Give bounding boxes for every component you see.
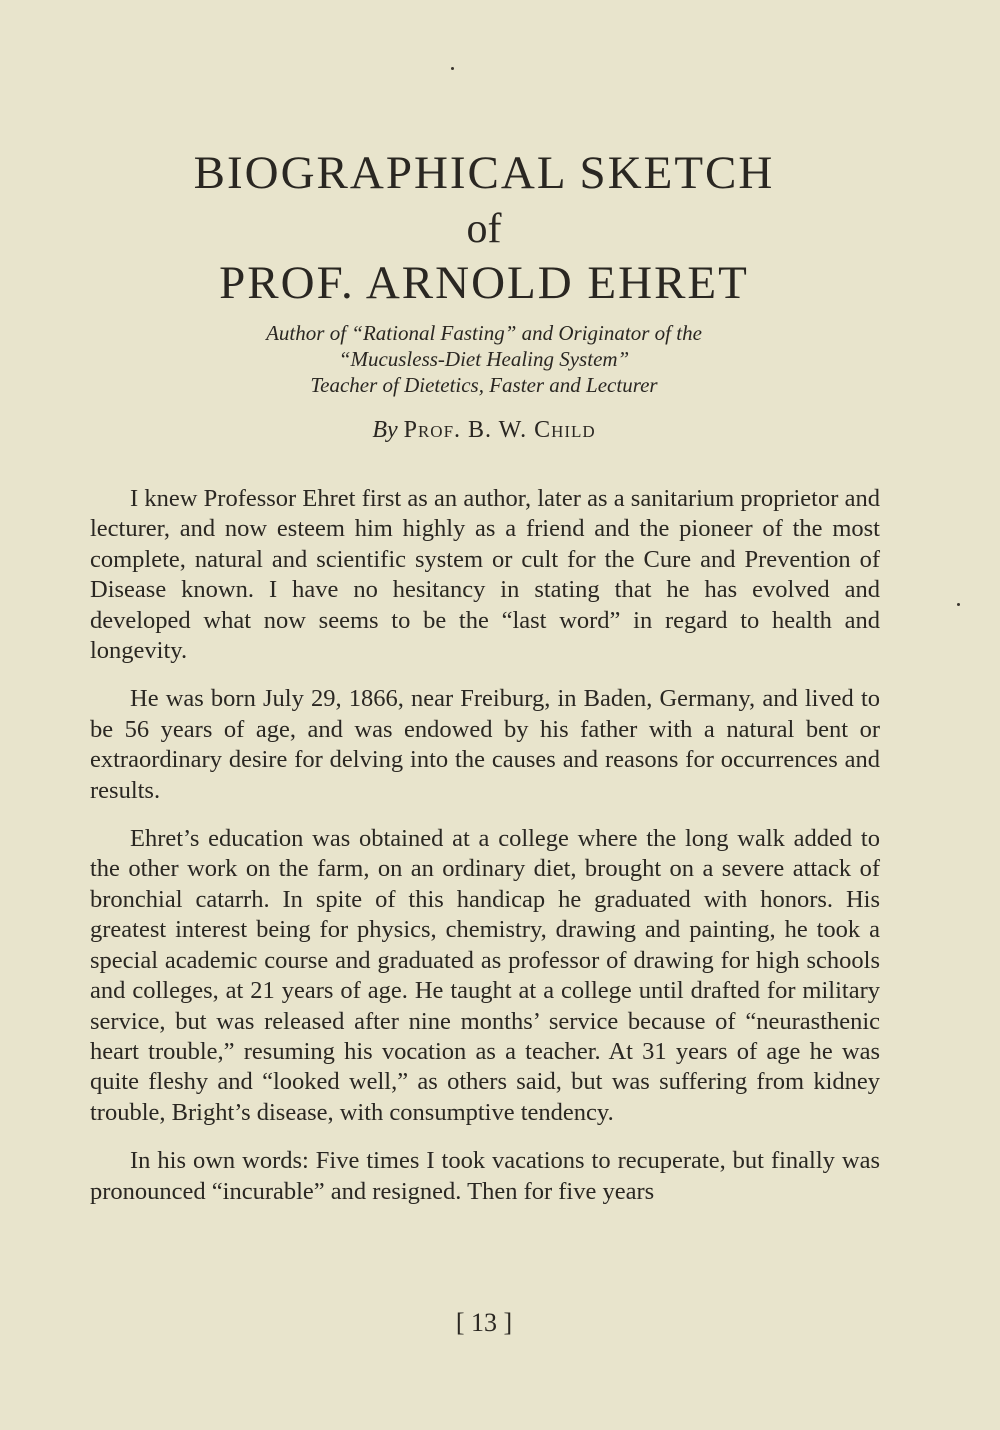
page-number: [ 13 ]	[455, 1308, 513, 1337]
print-speck	[957, 603, 960, 606]
paragraph: Ehret’s education was obtained at a college where the long walk added to the other work on the farm, on an ordinary diet, brought on a severe attack of bronchial catarrh. In spite of this handicap he graduated with honors. His greatest interest being for physics, chemistry, drawing and painting, he took a special academic course and graduated as professor of drawing for high schools and colleges, at 21 years of age. He taught at a college until drafted for military service, but was released after nine months’ service because of “neurasthenic heart trouble,” resuming his vocation as a teacher. At 31 years of age he was quite fleshy and “looked well,” as others said, but was suffering from kidney trouble, Bright’s disease, with consumptive tendency.	[90, 825, 880, 1126]
page-title-line-2: of	[466, 206, 502, 252]
byline-author: Prof. B. W. Child	[403, 417, 596, 443]
subtitle-line-3: Teacher of Dietetics, Faster and Lecturer	[310, 373, 658, 397]
paragraph: In his own words: Five times I took vacations to recuperate, but finally was pronounced “incurable” and resigned. Then for five years	[90, 1147, 880, 1205]
byline-by: By	[372, 417, 398, 443]
subtitle-line-1: Author of “Rational Fasting” and Originator of the	[266, 321, 702, 345]
page-title-line-3: PROF. ARNOLD EHRET	[219, 257, 749, 309]
paragraph: He was born July 29, 1866, near Freiburg, in Baden, Germany, and lived to be 56 years of age, and was endowed by his father with a natural bent or extraordinary desire for delving into the causes and reasons for occurrences and results.	[90, 685, 880, 804]
print-speck	[451, 67, 454, 70]
subtitle-line-2: “Mucusless-Diet Healing System”	[338, 347, 630, 371]
body-text	[90, 484, 880, 1225]
paragraph: I knew Professor Ehret first as an author, later as a sanitarium proprietor and lecturer, and now esteem him highly as a friend and the pioneer of the most complete, natural and scientific system or cult for the Cure and Prevention of Disease known. I have no hesitancy in stating that he has evolved and developed what now seems to be the “last word” in regard to health and longevity.	[90, 485, 880, 665]
page-title-line-1: BIOGRAPHICAL SKETCH	[193, 147, 775, 199]
byline	[0, 414, 968, 446]
